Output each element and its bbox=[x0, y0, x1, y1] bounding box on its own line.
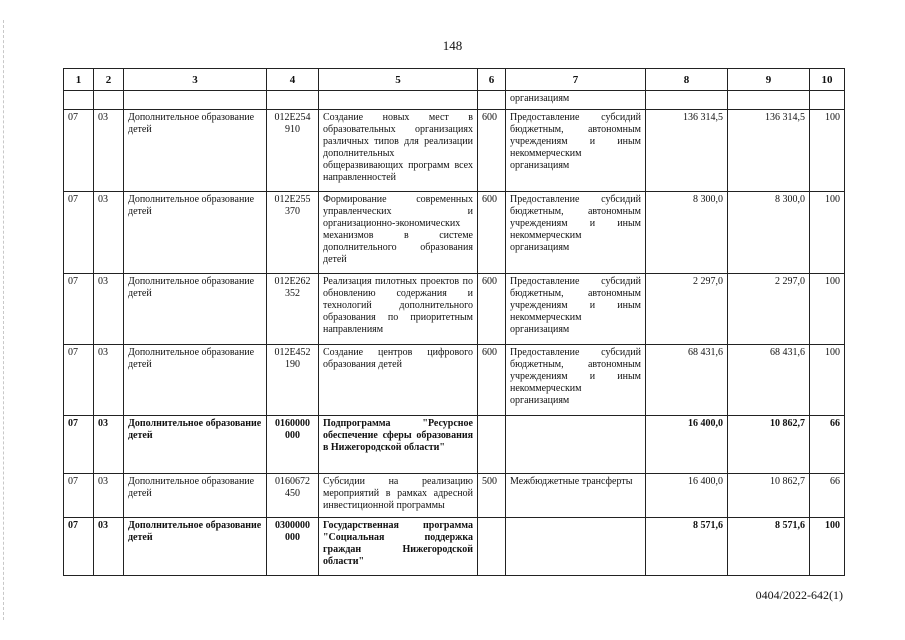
left-margin-rule bbox=[3, 20, 5, 620]
cell-expense-name bbox=[506, 416, 646, 474]
cell-target-code: 0160000 000 bbox=[267, 416, 319, 474]
cell-target-code bbox=[267, 91, 319, 110]
table-row bbox=[64, 91, 845, 110]
col-header-10: 10 bbox=[810, 69, 845, 91]
cell-planned: 136 314,5 bbox=[646, 110, 728, 192]
cell-section: 07 bbox=[64, 518, 94, 576]
cell-expense-name: Предоставление субсидий бюджетным, автономным учреждениям и иным некоммерческим организациям bbox=[506, 110, 646, 192]
cell-executed bbox=[728, 91, 810, 110]
cell-expense-type bbox=[478, 91, 506, 110]
cell-expense-type: 600 bbox=[478, 110, 506, 192]
cell-expense-type: 600 bbox=[478, 345, 506, 416]
cell-target-name: Формирование современных управленческих и организационно-экономических механизмов в системе дополнительного образования детей bbox=[319, 192, 478, 274]
table-row bbox=[64, 518, 845, 576]
cell-target-name: Государственная программа "Социальная поддержка граждан Нижегородской области" bbox=[319, 518, 478, 576]
cell-subsection: 03 bbox=[94, 474, 124, 518]
cell-percent: 66 bbox=[810, 474, 845, 518]
cell-executed: 8 300,0 bbox=[728, 192, 810, 274]
cell-target-name: Реализация пилотных проектов по обновлению содержания и технологий дополнительного образования по приоритетным направлениям bbox=[319, 274, 478, 345]
page-number: 148 bbox=[442, 38, 463, 53]
cell-target-name: Подпрограмма "Ресурсное обеспечение сферы образования в Нижегородской области" bbox=[319, 416, 478, 474]
col-header-2: 2 bbox=[94, 69, 124, 91]
cell-percent: 66 bbox=[810, 416, 845, 474]
document-code: 0404/2022-642(1) bbox=[755, 588, 843, 602]
table-row bbox=[64, 110, 845, 192]
col-header-4: 4 bbox=[267, 69, 319, 91]
cell-expense-name: Предоставление субсидий бюджетным, автономным учреждениям и иным некоммерческим организациям bbox=[506, 192, 646, 274]
cell-executed: 8 571,6 bbox=[728, 518, 810, 576]
cell-percent bbox=[810, 91, 845, 110]
cell-executed: 136 314,5 bbox=[728, 110, 810, 192]
cell-target-code: 0300000 000 bbox=[267, 518, 319, 576]
cell-section-name: Дополнительное образование детей bbox=[124, 192, 267, 274]
cell-section-name: Дополнительное образование детей bbox=[124, 518, 267, 576]
table-row bbox=[64, 345, 845, 416]
cell-subsection: 03 bbox=[94, 274, 124, 345]
cell-expense-type bbox=[478, 416, 506, 474]
cell-section-name: Дополнительное образование детей bbox=[124, 416, 267, 474]
table-row bbox=[64, 192, 845, 274]
cell-expense-type: 600 bbox=[478, 274, 506, 345]
cell-subsection: 03 bbox=[94, 345, 124, 416]
cell-target-code: 012Е452 190 bbox=[267, 345, 319, 416]
cell-planned: 8 571,6 bbox=[646, 518, 728, 576]
cell-percent: 100 bbox=[810, 345, 845, 416]
cell-expense-type: 500 bbox=[478, 474, 506, 518]
table-row bbox=[64, 416, 845, 474]
cell-section: 07 bbox=[64, 345, 94, 416]
cell-planned: 16 400,0 bbox=[646, 416, 728, 474]
cell-subsection bbox=[94, 91, 124, 110]
cell-target-code: 012Е262 352 bbox=[267, 274, 319, 345]
cell-subsection: 03 bbox=[94, 518, 124, 576]
cell-planned bbox=[646, 91, 728, 110]
cell-planned: 2 297,0 bbox=[646, 274, 728, 345]
cell-expense-name: Предоставление субсидий бюджетным, автономным учреждениям и иным некоммерческим организациям bbox=[506, 345, 646, 416]
cell-target-name: Создание новых мест в образовательных организациях различных типов для реализации дополнительных общеразвивающих программ всех направленностей bbox=[319, 110, 478, 192]
col-header-1: 1 bbox=[64, 69, 94, 91]
cell-target-name: Создание центров цифрового образования детей bbox=[319, 345, 478, 416]
cell-executed: 68 431,6 bbox=[728, 345, 810, 416]
cell-section: 07 bbox=[64, 274, 94, 345]
table-row bbox=[64, 474, 845, 518]
col-header-7: 7 bbox=[506, 69, 646, 91]
cell-planned: 8 300,0 bbox=[646, 192, 728, 274]
cell-section-name: Дополнительное образование детей bbox=[124, 474, 267, 518]
table-row bbox=[64, 274, 845, 345]
cell-percent: 100 bbox=[810, 192, 845, 274]
budget-table bbox=[63, 68, 845, 576]
col-header-3: 3 bbox=[124, 69, 267, 91]
cell-section: 07 bbox=[64, 416, 94, 474]
col-header-5: 5 bbox=[319, 69, 478, 91]
cell-expense-type: 600 bbox=[478, 192, 506, 274]
header-row bbox=[64, 69, 845, 91]
cell-section: 07 bbox=[64, 192, 94, 274]
cell-section-name: Дополнительное образование детей bbox=[124, 274, 267, 345]
cell-expense-name: Межбюджетные трансферты bbox=[506, 474, 646, 518]
cell-section: 07 bbox=[64, 474, 94, 518]
cell-target-name bbox=[319, 91, 478, 110]
cell-target-code: 012Е254 910 bbox=[267, 110, 319, 192]
cell-executed: 10 862,7 bbox=[728, 416, 810, 474]
cell-target-name: Субсидии на реализацию мероприятий в рамках адресной инвестиционной программы bbox=[319, 474, 478, 518]
cell-target-code: 012Е255 370 bbox=[267, 192, 319, 274]
cell-subsection: 03 bbox=[94, 416, 124, 474]
cell-executed: 2 297,0 bbox=[728, 274, 810, 345]
cell-percent: 100 bbox=[810, 518, 845, 576]
col-header-6: 6 bbox=[478, 69, 506, 91]
cell-planned: 16 400,0 bbox=[646, 474, 728, 518]
cell-section-name bbox=[124, 91, 267, 110]
cell-expense-name: организациям bbox=[506, 91, 646, 110]
cell-expense-name bbox=[506, 518, 646, 576]
col-header-9: 9 bbox=[728, 69, 810, 91]
cell-section bbox=[64, 91, 94, 110]
cell-percent: 100 bbox=[810, 110, 845, 192]
cell-subsection: 03 bbox=[94, 192, 124, 274]
cell-executed: 10 862,7 bbox=[728, 474, 810, 518]
cell-expense-type bbox=[478, 518, 506, 576]
cell-percent: 100 bbox=[810, 274, 845, 345]
cell-section: 07 bbox=[64, 110, 94, 192]
cell-subsection: 03 bbox=[94, 110, 124, 192]
cell-expense-name: Предоставление субсидий бюджетным, автономным учреждениям и иным некоммерческим организациям bbox=[506, 274, 646, 345]
cell-section-name: Дополнительное образование детей bbox=[124, 110, 267, 192]
cell-section-name: Дополнительное образование детей bbox=[124, 345, 267, 416]
cell-planned: 68 431,6 bbox=[646, 345, 728, 416]
col-header-8: 8 bbox=[646, 69, 728, 91]
cell-target-code: 0160672 450 bbox=[267, 474, 319, 518]
